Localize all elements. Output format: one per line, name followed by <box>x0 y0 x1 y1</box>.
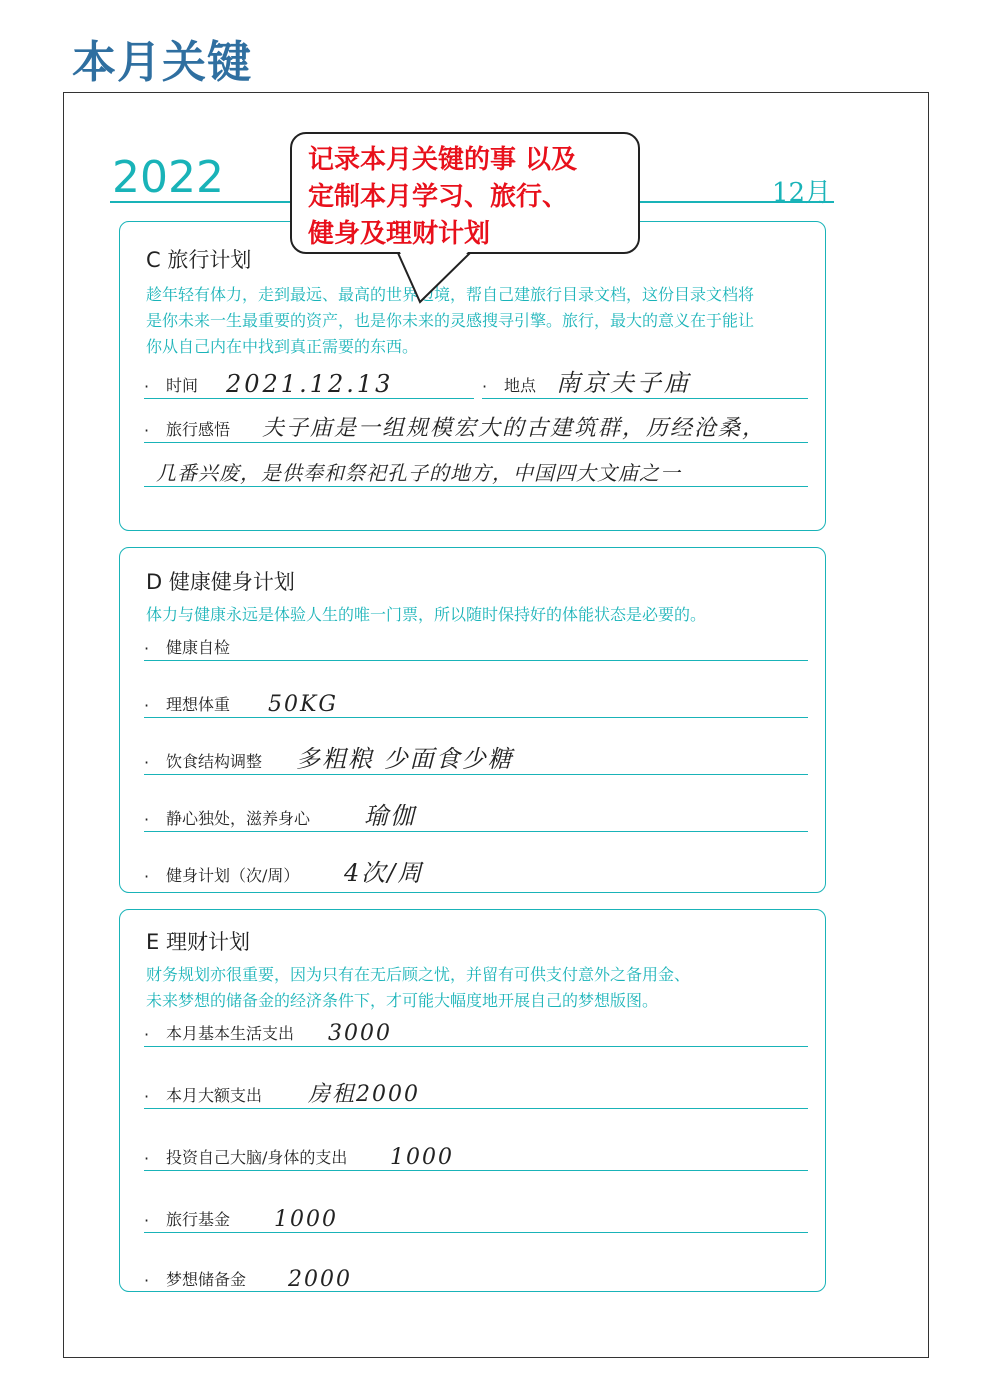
travel-desc-line-3: 你从自己内在中找到真正需要的东西。 <box>146 337 419 356</box>
finance-row-label: 旅行基金 <box>166 1210 231 1229</box>
bullet-icon: · <box>144 1087 150 1106</box>
bullet-icon: · <box>144 421 150 440</box>
travel-feel-value-1: 夫子庙是一组规模宏大的古建筑群，历经沧桑， <box>262 416 767 441</box>
finance-row-label: 梦想储备金 <box>166 1270 247 1289</box>
health-plan-section <box>119 547 826 893</box>
bullet-icon: · <box>144 867 150 886</box>
finance-row-dream-fund[interactable] <box>144 1266 808 1292</box>
health-row-selfcheck[interactable] <box>144 634 808 661</box>
health-row-weight[interactable] <box>144 691 808 718</box>
finance-plan-title: E 理财计划 <box>146 930 250 954</box>
callout-line-1: 记录本月关键的事 以及 <box>308 145 578 175</box>
travel-time-row[interactable] <box>144 372 474 399</box>
travel-feel-label: 旅行感悟 <box>166 420 231 439</box>
finance-row-large[interactable] <box>144 1082 808 1109</box>
finance-row-label: 本月大额支出 <box>166 1086 263 1105</box>
year-label: 2022 <box>112 152 224 203</box>
travel-time-label: 时间 <box>166 376 199 395</box>
health-row-workout[interactable] <box>144 859 808 888</box>
finance-row-value: 2000 <box>288 1267 352 1292</box>
travel-feel-row[interactable] <box>144 416 808 443</box>
finance-row-living[interactable] <box>144 1020 808 1047</box>
finance-row-label: 本月基本生活支出 <box>166 1024 295 1043</box>
bullet-icon: · <box>144 810 150 829</box>
travel-place-label: 地点 <box>504 376 537 395</box>
callout-line-3: 健身及理财计划 <box>308 219 491 249</box>
finance-desc-line-1: 财务规划亦很重要，因为只有在无后顾之忧，并留有可供支付意外之备用金、 <box>146 965 691 984</box>
travel-plan-title: C 旅行计划 <box>146 248 252 272</box>
bullet-icon: · <box>144 753 150 772</box>
travel-time-value: 2021.12.13 <box>226 370 394 398</box>
health-row-value: 多粗粮 少面食少糖 <box>296 745 514 773</box>
health-row-label: 理想体重 <box>166 695 231 714</box>
callout-tail <box>0 0 990 320</box>
callout-line-2: 定制本月学习、旅行、 <box>308 182 569 212</box>
travel-feel-value-2: 几番兴废，是供奉和祭祀孔子的地方，中国四大文庙之一 <box>156 461 681 485</box>
health-row-value: 50KG <box>268 692 339 717</box>
finance-row-value: 1000 <box>390 1145 454 1170</box>
health-row-diet[interactable] <box>144 745 808 775</box>
travel-desc-line-2: 是你未来一生最重要的资产，也是你未来的灵感搜寻引擎。旅行，最大的意义在于能让 <box>146 311 755 330</box>
health-plan-description: 体力与健康永远是体验人生的唯一门票，所以随时保持好的体能状态是必要的。 <box>146 605 707 624</box>
finance-row-value: 1000 <box>274 1207 338 1232</box>
finance-desc-line-2: 未来梦想的储备金的经济条件下，才可能大幅度地开展自己的梦想版图。 <box>146 991 659 1010</box>
bullet-icon: · <box>144 1211 150 1230</box>
bullet-icon: · <box>144 1271 150 1290</box>
health-row-label: 饮食结构调整 <box>166 752 263 771</box>
month-label: 12月 <box>772 178 832 208</box>
bullet-icon: · <box>144 1025 150 1044</box>
page-title: 本月关键 <box>72 37 252 88</box>
bullet-icon: · <box>144 696 150 715</box>
finance-plan-section <box>119 909 826 1292</box>
finance-row-travel-fund[interactable] <box>144 1206 808 1233</box>
health-row-mind[interactable] <box>144 802 808 832</box>
travel-place-value: 南京夫子庙 <box>556 369 691 397</box>
health-row-label: 健康自检 <box>166 638 231 657</box>
finance-row-label: 投资自己大脑/身体的支出 <box>166 1148 348 1167</box>
bullet-icon: · <box>144 377 150 396</box>
finance-plan-description <box>146 962 819 1014</box>
travel-desc-line-1: 趁年轻有体力，走到最远、最高的世界边境，帮自己建旅行目录文档，这份目录文档将 <box>146 285 755 304</box>
health-row-value: 瑜伽 <box>364 802 416 830</box>
health-row-label: 健身计划（次/周） <box>166 866 300 885</box>
finance-row-value: 3000 <box>328 1021 392 1046</box>
finance-row-invest[interactable] <box>144 1144 808 1171</box>
health-row-value: 4次/周 <box>344 859 424 887</box>
health-row-label: 静心独处，滋养身心 <box>166 809 311 828</box>
health-plan-title: D 健康健身计划 <box>146 570 295 594</box>
bullet-icon: · <box>144 639 150 658</box>
bullet-icon: · <box>482 377 488 396</box>
travel-place-row[interactable] <box>482 369 808 399</box>
travel-feel-row-2[interactable] <box>144 460 808 487</box>
bullet-icon: · <box>144 1149 150 1168</box>
finance-row-value: 房租2000 <box>308 1082 420 1107</box>
